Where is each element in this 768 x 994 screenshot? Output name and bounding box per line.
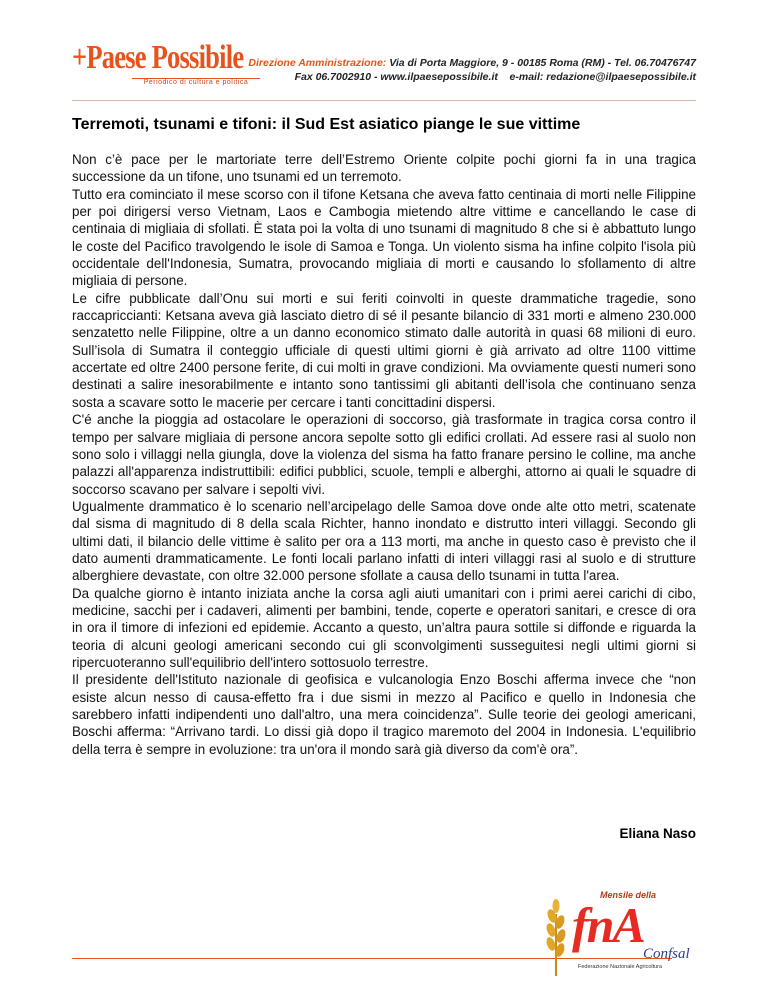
contact-block [248,56,696,84]
contact-address: Via di Porta Maggiore, 9 - 00185 Roma (RM) - Tel. 06.70476747 [389,57,696,69]
article-title: Terremoti, tsunami e tifoni: il Sud Est asiatico piange le sue vittime [72,116,581,133]
fna-wordmark: fnA [572,897,644,953]
paragraph-3: Le cifre pubblicate dall’Onu sui morti e sui feriti coinvolti in queste drammatiche tragedie, sono raccapriccianti: Ketsana aveva già lasciato dietro di sé il pesante bilancio di 331 morti e almeno 230.000 senzatetto nelle Filippine, oltre a un danno economico stimato dalle autorità in quasi 68 milioni di euro. Sull’isola di Sumatra il conteggio ufficiale di questi ultimi giorni è già arrivato ad oltre 1100 vittime accertate ed oltre 2400 persone ferite, di cui molti in grave condizioni. Ma ovviamente questi numeri sono destinati a salire inesorabilmente e intanto sono tantissimi gli abitanti dell’isola che continuano senza sosta a scavare sotto le macerie per cercare i tanti concittadini dispersi. [72,290,696,410]
paragraph-1: Non c’è pace per le martoriate terre dell’Estremo Oriente colpite pochi giorni fa in una tragica successione da un tifone, uno tsunami ed un terremoto. [72,152,696,185]
article-body [72,151,696,758]
confsal-wordmark: Confsal [643,946,690,962]
fna-federation-label: Federazione Nazionale Agricoltura [578,964,663,970]
paragraph-7: Il presidente dell'Istituto nazionale di geofisica e vulcanologia Enzo Boschi afferma invece che “non esiste alcun nesso di causa-effetto fra i due sismi in mezzo al Pacifico e quello in Indonesia che sarebbero infatti indipendenti uno dall'altro, una mera coincidenza”. Sulle teorie dei geologi americani, Boschi afferma: “Arrivano tardi. Lo dissi già dopo il tragico maremoto del 2004 in Indonesia. L'equilibrio della terra è sempre in evoluzione: tra un'ora il mondo sarà già diverso da com'è ora”. [72,672,696,757]
paragraph-5: Ugualmente drammatico è lo scenario nell’arcipelago delle Samoa dove onde alte otto metri, scatenate dal sisma di magnitudo di 8 della scala Richter, hanno inondato e distrutto interi villaggi. Secondo gli ultimi dati, il bilancio delle vittime è salito per ora a 113 morti, ma anche in questo caso è previsto che il dato aumenti drammaticamente. Le fonti locali parlano infatti di interi villaggi rasi al suolo e di strutture alberghiere devastate, con oltre 32.000 persone sfollate a causa dello tsunami in tutta l'area. [72,498,696,584]
paragraph-4: C'é anche la pioggia ad ostacolare le operazioni di soccorso, già trasformate in tragica corsa contro il tempo per salvare migliaia di persone ancora sepolte sotto gli edifici crollati. Ad essere rasi al suolo non sono solo i villaggi nella giungla, dove la violenza del sisma ha fatto franare persino le colline, ma anche palazzi all'apparenza indistruttibili: edifici pubblici, scuole, templi e alberghi, attorno ai quali le squadre di soccorso scavano per salvare i sepolti vivi. [72,412,696,497]
logo-wordmark: +Paese Possibile [72,39,244,76]
logo-subtitle: Periodico di cultura e politica [132,78,260,86]
wheat-icon [540,894,572,976]
page-header [0,0,768,100]
fna-confsal-logo [540,890,700,980]
header-divider [72,100,696,101]
fna-mensile-label: Mensile della [600,890,657,900]
article-author: Eliana Naso [619,826,696,841]
paragraph-2: Tutto era cominciato il mese scorso con il tifone Ketsana che aveva fatto centinaia di morti nelle Filippine per poi dirigersi verso Vietnam, Laos e Cambogia mietendo altre vittime e cancellando le case di centinaia di migliaia di sfollati. È stata poi la volta di uno tsunami di magnitudo 8 che si è abbattuto lungo le coste del Pacifico travolgendo le isole di Samoa e Tonga. Un violento sisma ha infine colpito l'isola più occidentale dell'Indonesia, Sumatra, provocando migliaia di morti e causando lo sfollamento di altre migliaia di persone. [72,186,696,289]
paragraph-6: Da qualche giorno è intanto iniziata anche la corsa agli aiuti umanitari con i primi aerei carichi di cibo, medicine, sacchi per i cadaveri, alimenti per bambini, tende, coperte e operatori sanitari, e cresce di ora in ora il timore di infezioni ed epidemie. Accanto a questo, un’altra paura sottile si diffonde e riguarda la teoria di alcuni geologi americani secondo cui gli sconvolgimenti susseguitesi negli ultimi giorni si ripercuoteranno sull'equilibrio dell'intero sottosuolo terrestre. [72,585,696,670]
contact-label: Direzione Amministrazione: [248,57,387,69]
contact-line-2: Fax 06.7002910 - www.ilpaesepossibile.it e-mail: redazione@ilpaesepossibile.it [294,71,696,83]
paese-possibile-logo [72,38,262,94]
